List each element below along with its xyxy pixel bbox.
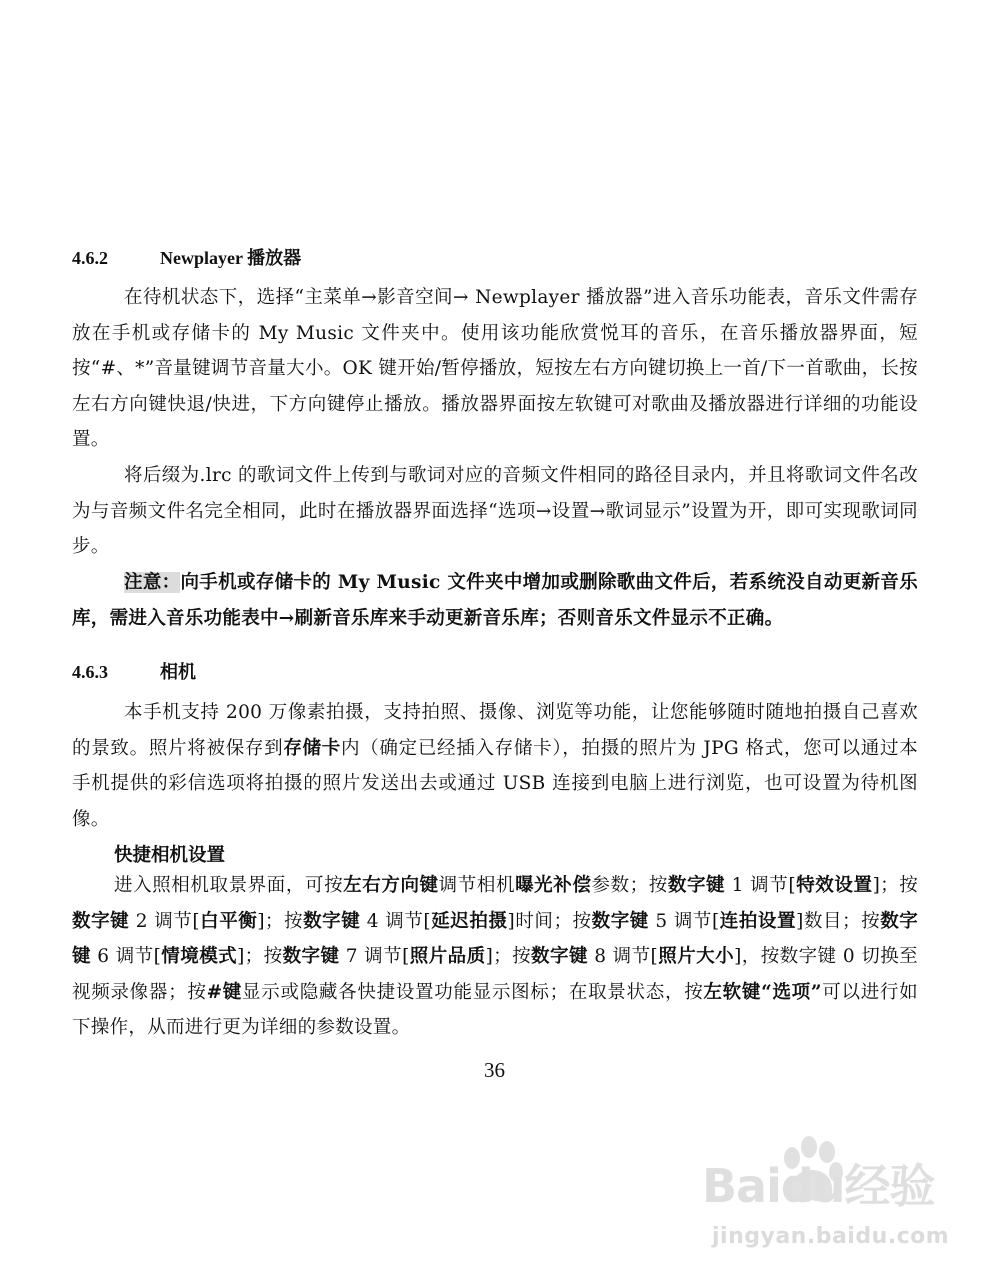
emphasis-text: 白平衡: [199, 910, 258, 932]
watermark-logo-text: Baidu经验: [702, 1159, 935, 1213]
body-text: 4 调节[: [360, 910, 431, 932]
camera-intro-part: 本手机支持 200 万像素拍摄，支持拍照、摄像、浏览等功能，让您能够随时随地拍摄自己喜欢的景致。照片将被保存到: [72, 702, 918, 759]
emphasis-text: 数字键: [72, 910, 919, 967]
storage-card-emphasis: 存储卡: [283, 737, 341, 759]
watermark-url: jingyan.baidu.com: [712, 1224, 950, 1249]
body-text: ]时间；按: [507, 910, 592, 932]
body-text: 1 调节[: [725, 875, 796, 896]
section-heading-4-6-3: [72, 658, 196, 684]
body-text: ]；按: [485, 946, 532, 967]
section-title: 相机: [160, 662, 196, 682]
body-text: 7 调节[: [339, 946, 410, 967]
emphasis-text: 照片大小: [658, 946, 735, 967]
emphasis-text: 特效设置: [795, 875, 873, 896]
paragraph-note: [72, 565, 918, 636]
emphasis-text: 左右方向键: [343, 875, 439, 896]
body-text: 2 调节[: [129, 910, 200, 932]
paragraph-newplayer-intro: 在待机状态下，选择“主菜单→影音空间→ Newplayer 播放器”进入音乐功能表，音乐文件需存放在手机或存储卡的 My Music 文件夹中。使用该功能欣赏悦耳的音乐，在音乐播放器界面，短按“#、*”音量键调节音量大小。OK 键开始/暂停播放，短按左右方向键切换上一首/下一首歌曲，长按左右方向键快退/快进，下方向键停止播放。播放器界面按左软键可对歌曲及播放器进行详细的功能设置。: [72, 287, 918, 450]
section-heading-4-6-2: [72, 244, 301, 270]
body-text: 5 调节[: [648, 910, 720, 932]
camera-intro-part: 内（确定已经插入存储卡），拍摄的照片为 JPG 格式，您可以通过本手机提供的彩信选项将拍摄的照片发送出去或通过 USB 连接到电脑上进行浏览，也可设置为待机图像。: [72, 737, 918, 830]
body-text: 可以进行如下操作，从而进行更为详细的参数设置。: [72, 981, 918, 1038]
note-label: 注意：: [124, 572, 181, 593]
body-text: ]；按: [257, 910, 304, 932]
body-text: 8 调节[: [587, 946, 659, 967]
subheading-quick-camera-settings: 快捷相机设置: [114, 845, 226, 866]
body-text: 显示或隐藏各快捷设置功能显示图标；在取景状态，按: [242, 981, 704, 1003]
body-text: ]，按数字键 0 切换至视频录像器；按: [72, 946, 918, 1003]
section-number: 4.6.2: [72, 248, 108, 268]
emphasis-text: 连拍设置: [719, 910, 797, 932]
emphasis-text: 数字键: [667, 875, 726, 896]
body-text: ]；按: [237, 946, 283, 967]
emphasis-text: 延迟拍摄: [430, 910, 508, 932]
emphasis-text: #键: [206, 981, 243, 1003]
emphasis-text: 数字键: [531, 946, 588, 967]
emphasis-text: 数字键: [282, 946, 340, 967]
emphasis-text: 情境模式: [161, 946, 238, 967]
paragraph-lyrics: 将后缀为.lrc 的歌词文件上传到与歌词对应的音频文件相同的路径目录内，并且将歌词文件名改为与音频文件名完全相同，此时在播放器界面选择“选项→设置→歌词显示”设置为开，即可实现歌词同步。: [72, 465, 918, 557]
body-text: 6 调节[: [90, 946, 162, 967]
body-text: 进入照相机取景界面，可按: [114, 875, 344, 896]
baidu-jingyan-watermark: [672, 1132, 972, 1272]
emphasis-text: 数字键: [303, 910, 361, 932]
note-text: 向手机或存储卡的 My Music 文件夹中增加或删除歌曲文件后，若系统没自动更新音乐库，需进入音乐功能表中→刷新音乐库来手动更新音乐库；否则音乐文件显示不正确。: [72, 572, 918, 629]
paragraph-quick-settings: [72, 868, 918, 1046]
section-title: Newplayer 播放器: [160, 248, 302, 268]
emphasis-text: 数字键: [72, 910, 130, 932]
page-number: 36: [484, 1058, 505, 1082]
emphasis-text: 数字键: [591, 910, 649, 932]
body-text: 参数；按: [591, 875, 668, 896]
emphasis-text: 曝光补偿: [515, 875, 592, 896]
emphasis-text: 左软键“选项”: [703, 981, 822, 1003]
emphasis-text: 照片品质: [409, 946, 486, 967]
body-text: ]数目；按: [796, 910, 881, 932]
paragraph-camera-intro: [72, 695, 918, 837]
body-text: ]；按: [872, 875, 918, 896]
body-text: 调节相机: [438, 875, 516, 896]
section-number: 4.6.3: [72, 662, 108, 682]
